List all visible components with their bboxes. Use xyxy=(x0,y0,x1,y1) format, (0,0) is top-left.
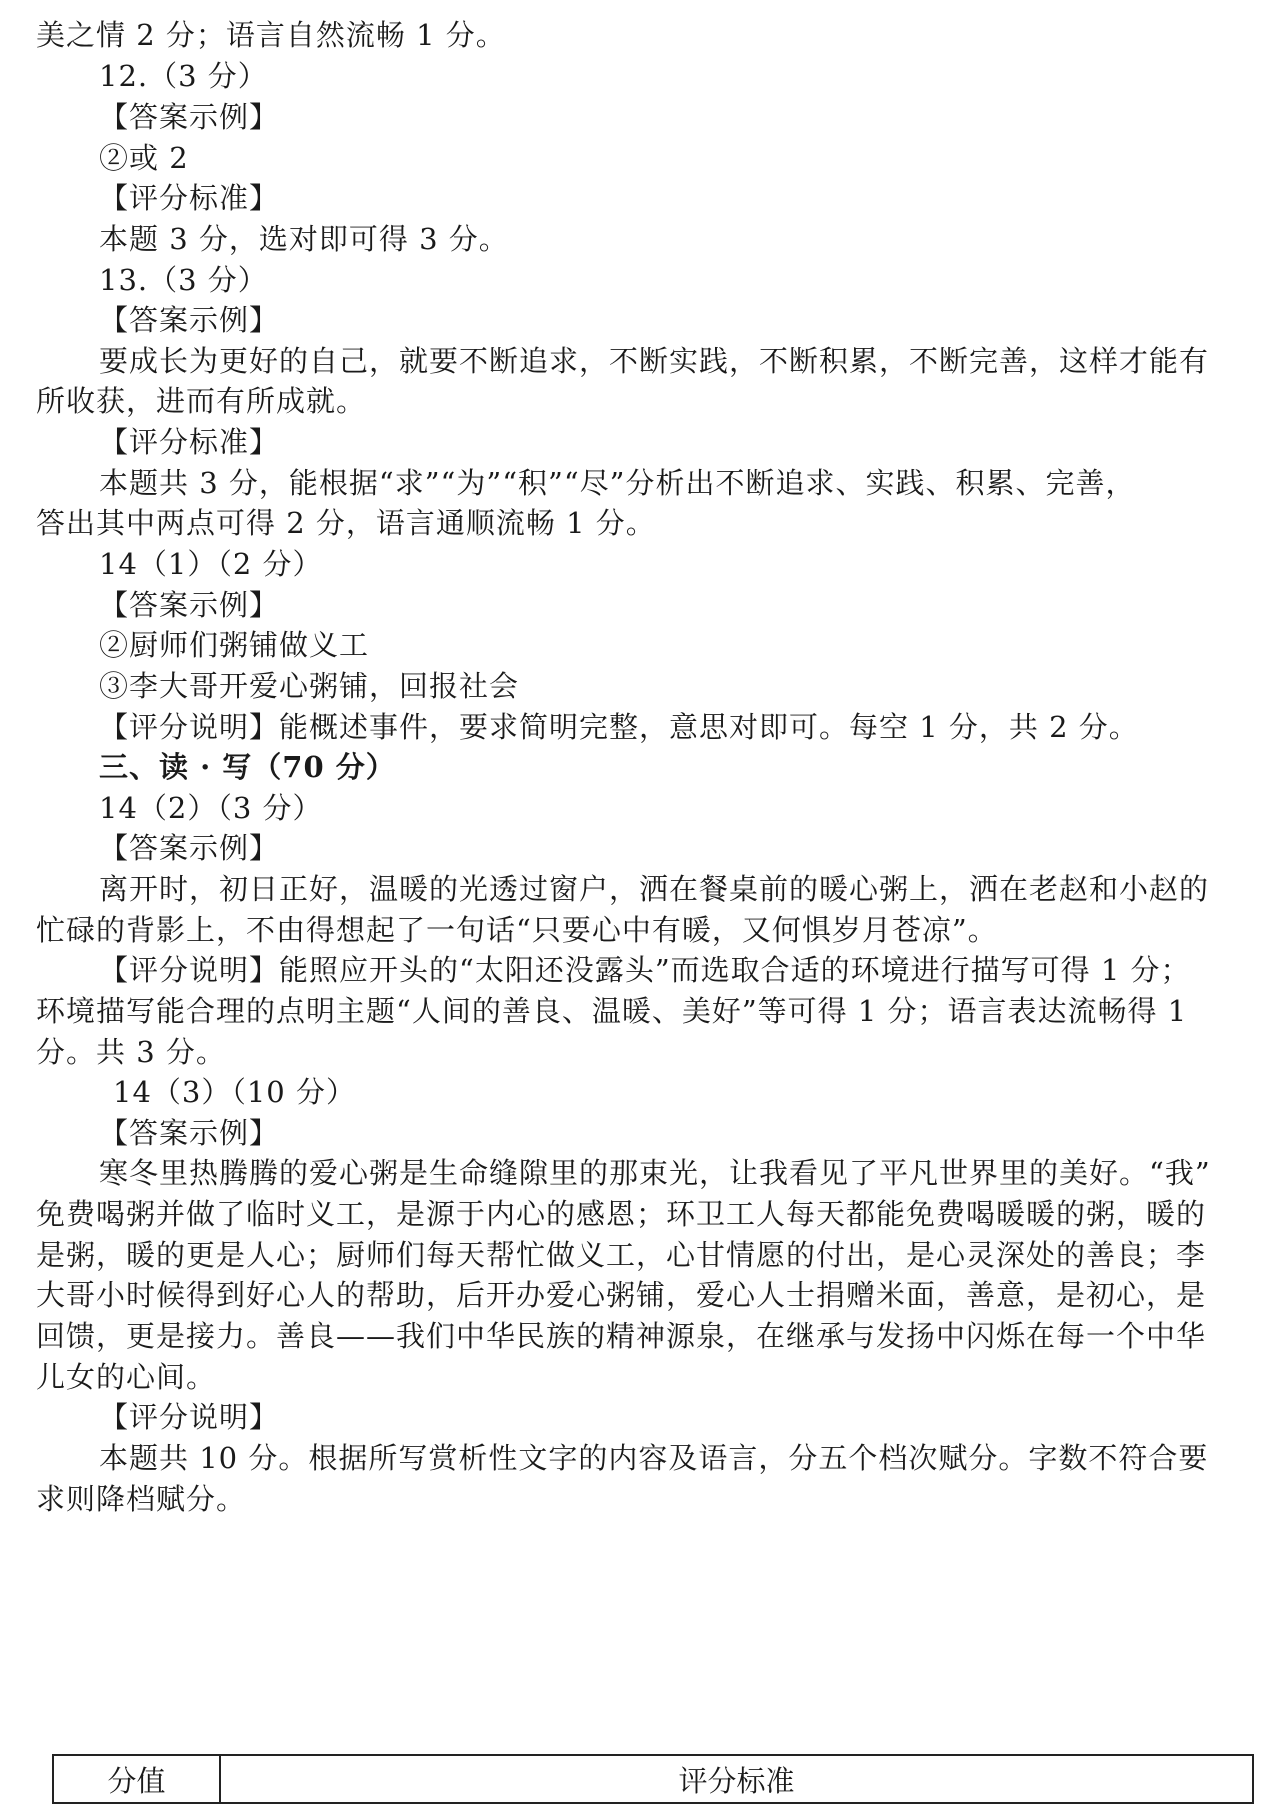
section-label: 【答案示例】 xyxy=(99,588,280,622)
section-label: 【答案示例】 xyxy=(99,303,280,337)
text-line: 环境描写能合理的点明主题“人间的善良、温暖、美好”等可得 1 分；语言表达流畅得 1 xyxy=(36,994,1188,1028)
text-line: 寒冬里热腾腾的爱心粥是生命缝隙里的那束光，让我看见了平凡世界里的美好。“我” xyxy=(99,1156,1211,1190)
text-line: 大哥小时候得到好心人的帮助，后开办爱心粥铺，爱心人士捐赠米面，善意，是初心，是 xyxy=(36,1278,1207,1312)
question-number: 14（3）（10 分） xyxy=(113,1075,356,1109)
text-line: 求则降档赋分。 xyxy=(36,1482,247,1516)
text-line: 儿女的心间。 xyxy=(36,1360,217,1394)
question-number: 13.（3 分） xyxy=(99,263,268,297)
section-label: 【评分标准】 xyxy=(99,425,280,459)
section-label: 【答案示例】 xyxy=(99,831,280,865)
table-header-score: 分值 xyxy=(53,1755,220,1803)
text-line: 美之情 2 分；语言自然流畅 1 分。 xyxy=(36,18,506,52)
section-label: 【评分标准】 xyxy=(99,181,280,215)
text-line: 答出其中两点可得 2 分，语言通顺流畅 1 分。 xyxy=(36,506,656,540)
section-label: 【答案示例】 xyxy=(99,1116,280,1150)
section-label: 【评分说明】 xyxy=(99,1400,280,1434)
scoring-table xyxy=(52,1754,1254,1804)
text-line: 要成长为更好的自己，就要不断追求，不断实践，不断积累，不断完善，这样才能有 xyxy=(99,344,1210,378)
text-line: ②或 2 xyxy=(99,141,189,175)
text-line: 【评分说明】能概述事件，要求简明完整，意思对即可。每空 1 分，共 2 分。 xyxy=(99,710,1139,744)
text-line: 本题 3 分，选对即可得 3 分。 xyxy=(99,222,509,256)
text-line: 所收获，进而有所成就。 xyxy=(36,384,367,418)
text-line: ③李大哥开爱心粥铺，回报社会 xyxy=(99,669,520,703)
question-number: 14（1）（2 分） xyxy=(99,547,323,581)
table-header-row xyxy=(53,1755,1253,1803)
question-number: 12.（3 分） xyxy=(99,59,268,93)
question-number: 14（2）（3 分） xyxy=(99,791,323,825)
text-line: ②厨师们粥铺做义工 xyxy=(99,628,370,662)
text-line: 免费喝粥并做了临时义工，是源于内心的感恩；环卫工人每天都能免费喝暖暖的粥，暖的 xyxy=(36,1197,1207,1231)
text-line: 回馈，更是接力。善良——我们中华民族的精神源泉，在继承与发扬中闪烁在每一个中华 xyxy=(36,1319,1207,1353)
text-line: 本题共 10 分。根据所写赏析性文字的内容及语言，分五个档次赋分。字数不符合要 xyxy=(99,1441,1209,1475)
text-line: 分。共 3 分。 xyxy=(36,1035,226,1069)
text-line: 【评分说明】能照应开头的“太阳还没露头”而选取合适的环境进行描写可得 1 分； xyxy=(99,953,1191,987)
section-label: 【答案示例】 xyxy=(99,100,280,134)
text-line: 离开时，初日正好，温暖的光透过窗户，洒在餐桌前的暖心粥上，洒在老赵和小赵的 xyxy=(99,872,1210,906)
text-line: 本题共 3 分，能根据“求”“为”“积”“尽”分析出不断追求、实践、积累、完善， xyxy=(99,466,1136,500)
text-line: 是粥，暖的更是人心；厨师们每天帮忙做义工，心甘情愿的付出，是心灵深处的善良；李 xyxy=(36,1238,1207,1272)
text-line: 忙碌的背影上，不由得想起了一句话“只要心中有暖，又何惧岁月苍凉”。 xyxy=(36,913,998,947)
table-header-criteria: 评分标准 xyxy=(220,1755,1253,1803)
section-heading: 三、读 · 写（70 分） xyxy=(99,750,396,784)
